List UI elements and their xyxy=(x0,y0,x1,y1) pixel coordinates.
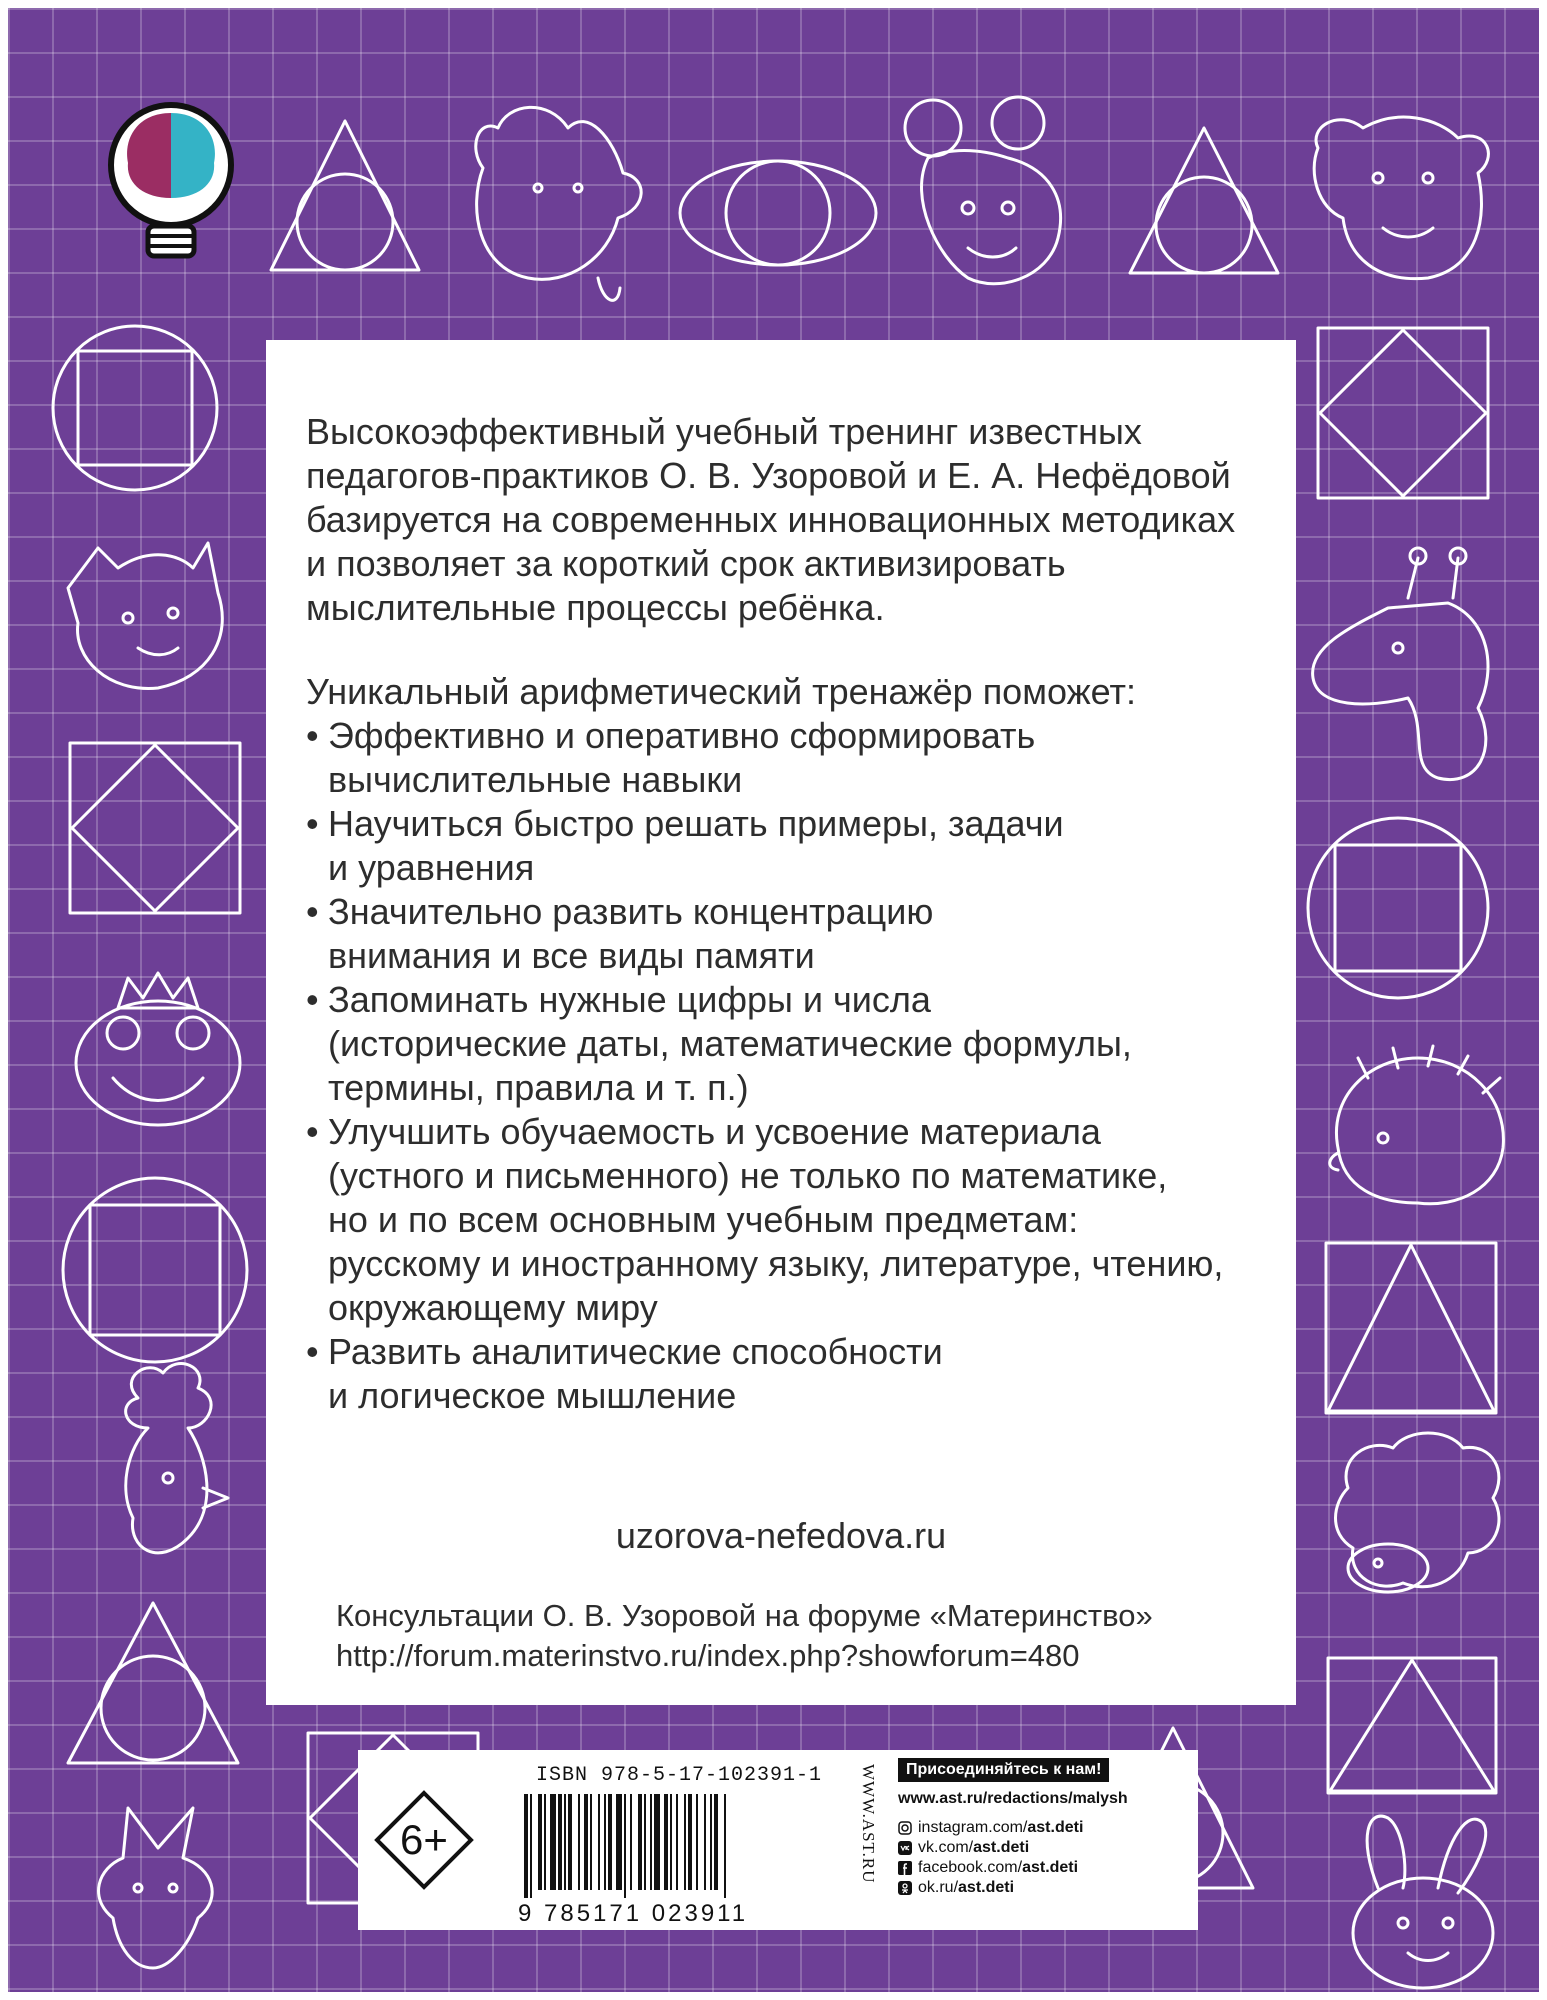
website-link[interactable]: uzorova-nefedova.ru xyxy=(615,1515,947,1556)
barcode-bar xyxy=(544,1794,546,1890)
list-item: • Значительно развить концентрацию внимания и все виды памяти xyxy=(306,891,934,976)
list-item: • Развить аналитические способности и логическое мышление xyxy=(306,1331,943,1416)
barcode-bar xyxy=(696,1794,698,1890)
facebook-icon xyxy=(898,1861,912,1875)
barcode-bar xyxy=(590,1794,592,1890)
join-us-label: Присоединяйтесь к нам! xyxy=(898,1758,1109,1782)
consultation-info xyxy=(306,1596,1256,1676)
age-rating: 6+ xyxy=(400,1816,448,1863)
barcode-bar xyxy=(638,1794,642,1890)
barcode-bar xyxy=(630,1794,632,1890)
benefits-list xyxy=(306,714,1256,1418)
mouse-face-icon xyxy=(905,97,1061,284)
list-item: • Эффективно и оперативно сформировать вычислительные навыки xyxy=(306,715,1036,800)
triangle-circle-icon xyxy=(271,121,419,270)
barcode-bar xyxy=(598,1794,600,1890)
instagram-icon xyxy=(898,1821,912,1835)
oval-circle-icon xyxy=(680,161,876,265)
barcode-bar xyxy=(664,1794,668,1890)
barcode-bar xyxy=(644,1794,646,1890)
square-diamond-icon xyxy=(1318,328,1488,498)
social-links xyxy=(898,1758,1194,1898)
sheep-face-icon xyxy=(1336,1433,1499,1592)
intro-paragraph: Высокоэффективный учебный тренинг известных педагогов-практиков О. В. Узоровой и Е. А. Нефёдовой базируется на современных инновационных методиках и позволяет за короткий срок активизировать мыслительные процессы ребёнка. xyxy=(306,411,1236,628)
isbn-number: 9 785171 023911 xyxy=(518,1900,749,1927)
social-link-facebook[interactable]: facebook.com/ ast.deti xyxy=(898,1858,1194,1878)
square-triangle-icon xyxy=(1328,1658,1496,1793)
benefits-heading: Уникальный арифметический тренажёр поможет: xyxy=(306,671,1136,712)
barcode-bar xyxy=(530,1794,532,1898)
triangle-circle-icon xyxy=(68,1603,238,1763)
barcode-bar xyxy=(684,1794,686,1890)
social-link-instagram[interactable]: instagram.com/ ast.deti xyxy=(898,1818,1194,1838)
hedgehog-icon xyxy=(1330,1046,1504,1204)
barcode-bar xyxy=(676,1794,678,1890)
barcode-bar xyxy=(608,1794,612,1890)
brain-lightbulb-icon xyxy=(111,105,231,256)
barcode-bar xyxy=(624,1794,626,1898)
barcode-bar xyxy=(524,1794,528,1898)
rabbit-face-icon xyxy=(1353,1816,1493,1988)
goat-face-icon xyxy=(99,1808,213,1968)
triangle-circle-icon xyxy=(1130,128,1278,273)
barcode-bar xyxy=(616,1794,622,1890)
barcode-bar xyxy=(714,1794,718,1890)
barcode-bar xyxy=(604,1794,606,1890)
publisher-website-vertical: WWW.AST.RU xyxy=(859,1764,878,1884)
list-item: • Научиться быстро решать примеры, задачи и уравнения xyxy=(306,803,1064,888)
barcode-bar xyxy=(670,1794,672,1890)
barcode-bar xyxy=(650,1794,652,1890)
barcode-bar xyxy=(578,1794,580,1890)
barcode-bar xyxy=(564,1794,566,1890)
giraffe-icon xyxy=(1313,548,1488,780)
isbn-label: ISBN 978-5-17-102391-1 xyxy=(536,1764,823,1787)
rooster-icon xyxy=(126,1364,228,1553)
frog-prince-icon xyxy=(76,973,240,1125)
social-link-vk[interactable]: vk.com/ ast.deti xyxy=(898,1838,1194,1858)
circle-square-icon xyxy=(63,1178,247,1362)
circle-square-icon xyxy=(1308,818,1488,998)
ok-icon xyxy=(898,1881,912,1895)
barcode-bar xyxy=(538,1794,542,1890)
barcode-bar xyxy=(568,1794,572,1890)
barcode-bar xyxy=(558,1794,562,1890)
description-panel xyxy=(266,340,1296,1705)
square-triangle-icon xyxy=(1326,1243,1496,1413)
barcode-bar xyxy=(704,1794,706,1890)
barcode-bar xyxy=(584,1794,588,1890)
redaction-link[interactable]: www.ast.ru/redactions/malysh xyxy=(898,1790,1128,1807)
list-item: • Улучшить обучаемость и усвоение материала (устного и письменного) не только по математике, но и по всем основным учебным предметам: русскому и иностранному языку, литературе, чтению, окружающему миру xyxy=(306,1111,1224,1328)
square-diamond-icon xyxy=(70,743,240,913)
circle-square-icon xyxy=(53,326,217,490)
list-item: • Запоминать нужные цифры и числа (исторические даты, математические формулы, термины, правила и т. п.) xyxy=(306,979,1132,1108)
barcode-icon xyxy=(518,1794,838,1898)
lion-face-icon xyxy=(1314,117,1488,279)
consultation-text: Консультации О. В. Узоровой на форуме «Материнство» xyxy=(336,1598,1153,1633)
publisher-strip xyxy=(358,1750,1198,1930)
barcode-bar xyxy=(724,1794,726,1898)
vk-icon xyxy=(898,1841,912,1855)
barcode-bar xyxy=(688,1794,692,1890)
barcode-bar xyxy=(550,1794,556,1890)
book-back-cover xyxy=(8,8,1539,1992)
forum-link[interactable]: http://forum.materinstvo.ru/index.php?showforum=480 xyxy=(336,1638,1080,1673)
barcode-bar xyxy=(710,1794,712,1890)
cat-face-icon xyxy=(68,543,222,688)
dog-face-icon xyxy=(476,107,641,300)
social-link-ok[interactable]: ok.ru/ ast.deti xyxy=(898,1878,1194,1898)
barcode-bar xyxy=(654,1794,660,1890)
